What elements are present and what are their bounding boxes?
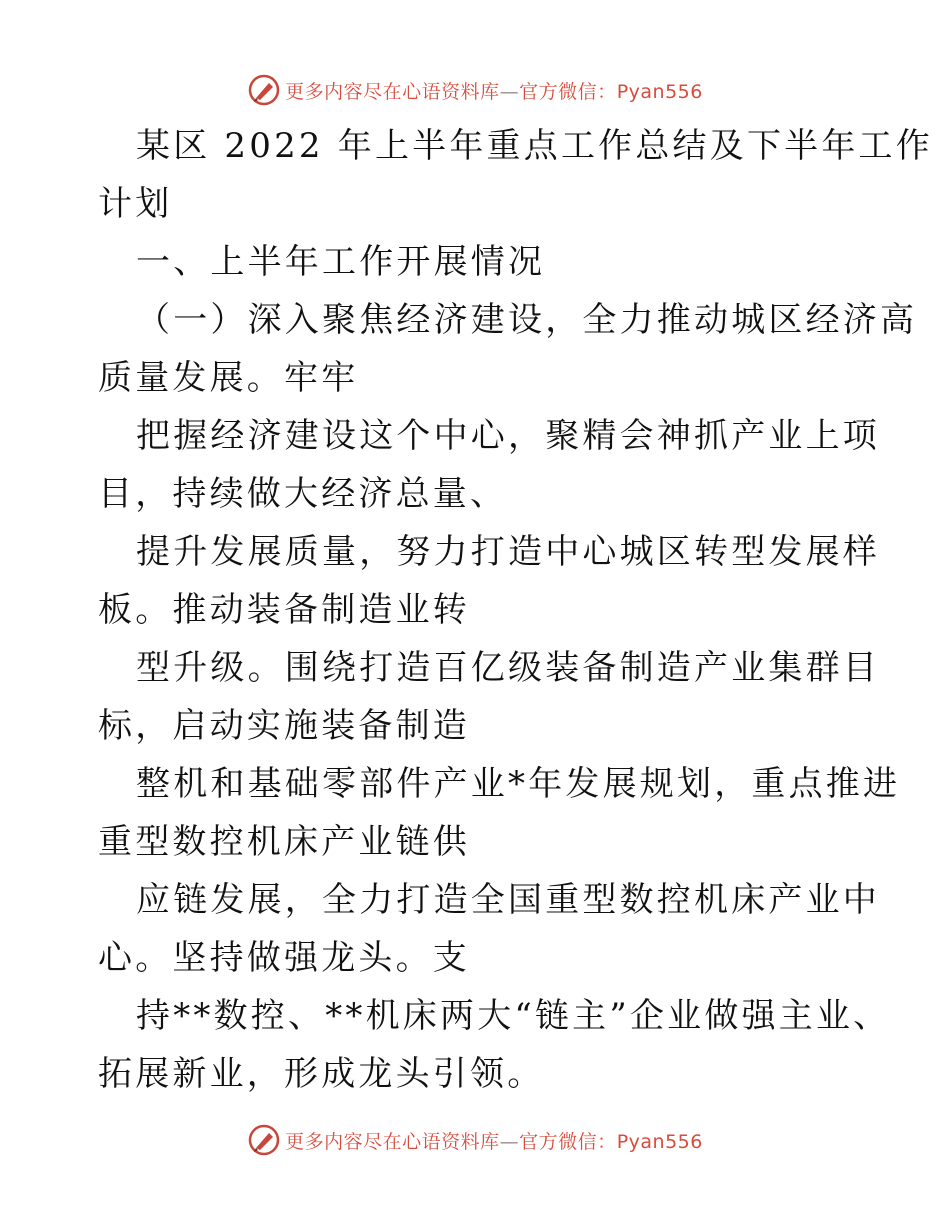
paragraph-line: 持**数控、**机床两大“链主”企业做强主业、 (136, 996, 891, 1036)
paragraph-line: 质量发展。牢牢 (98, 358, 359, 398)
document-title-continued: 计划 (98, 184, 173, 224)
paragraph-line: 拓展新业，形成龙头引领。 (98, 1054, 545, 1094)
pen-logo-icon (247, 73, 281, 107)
watermark-text: 更多内容尽在心语资料库—官方微信：Pyan556 (285, 80, 703, 103)
pen-logo-icon (247, 1123, 281, 1157)
section-heading: 一、上半年工作开展情况 (136, 242, 546, 282)
paragraph-line: 型升级。围绕打造百亿级装备制造产业集群目 (136, 648, 880, 688)
paragraph-line: 板。推动装备制造业转 (98, 590, 470, 630)
paragraph-line: 重型数控机床产业链供 (98, 822, 470, 862)
paragraph-line: 标，启动实施装备制造 (98, 706, 470, 746)
document-title: 某区 2022 年上半年重点工作总结及下半年工作 (136, 126, 933, 166)
watermark-text: 更多内容尽在心语资料库—官方微信：Pyan556 (285, 1130, 703, 1153)
paragraph-line: （一）深入聚焦经济建设，全力推动城区经济高 (136, 300, 918, 340)
paragraph-line: 把握经济建设这个中心，聚精会神抓产业上项 (136, 416, 880, 456)
paragraph-line: 整机和基础零部件产业*年发展规划，重点推进 (136, 764, 901, 804)
watermark-banner-top (0, 72, 950, 108)
paragraph-line: 应链发展，全力打造全国重型数控机床产业中 (136, 880, 880, 920)
paragraph-line: 提升发展质量，努力打造中心城区转型发展样 (136, 532, 880, 572)
paragraph-line: 心。坚持做强龙头。支 (98, 938, 470, 978)
paragraph-line: 目，持续做大经济总量、 (98, 474, 508, 514)
watermark-banner-bottom (0, 1122, 950, 1158)
